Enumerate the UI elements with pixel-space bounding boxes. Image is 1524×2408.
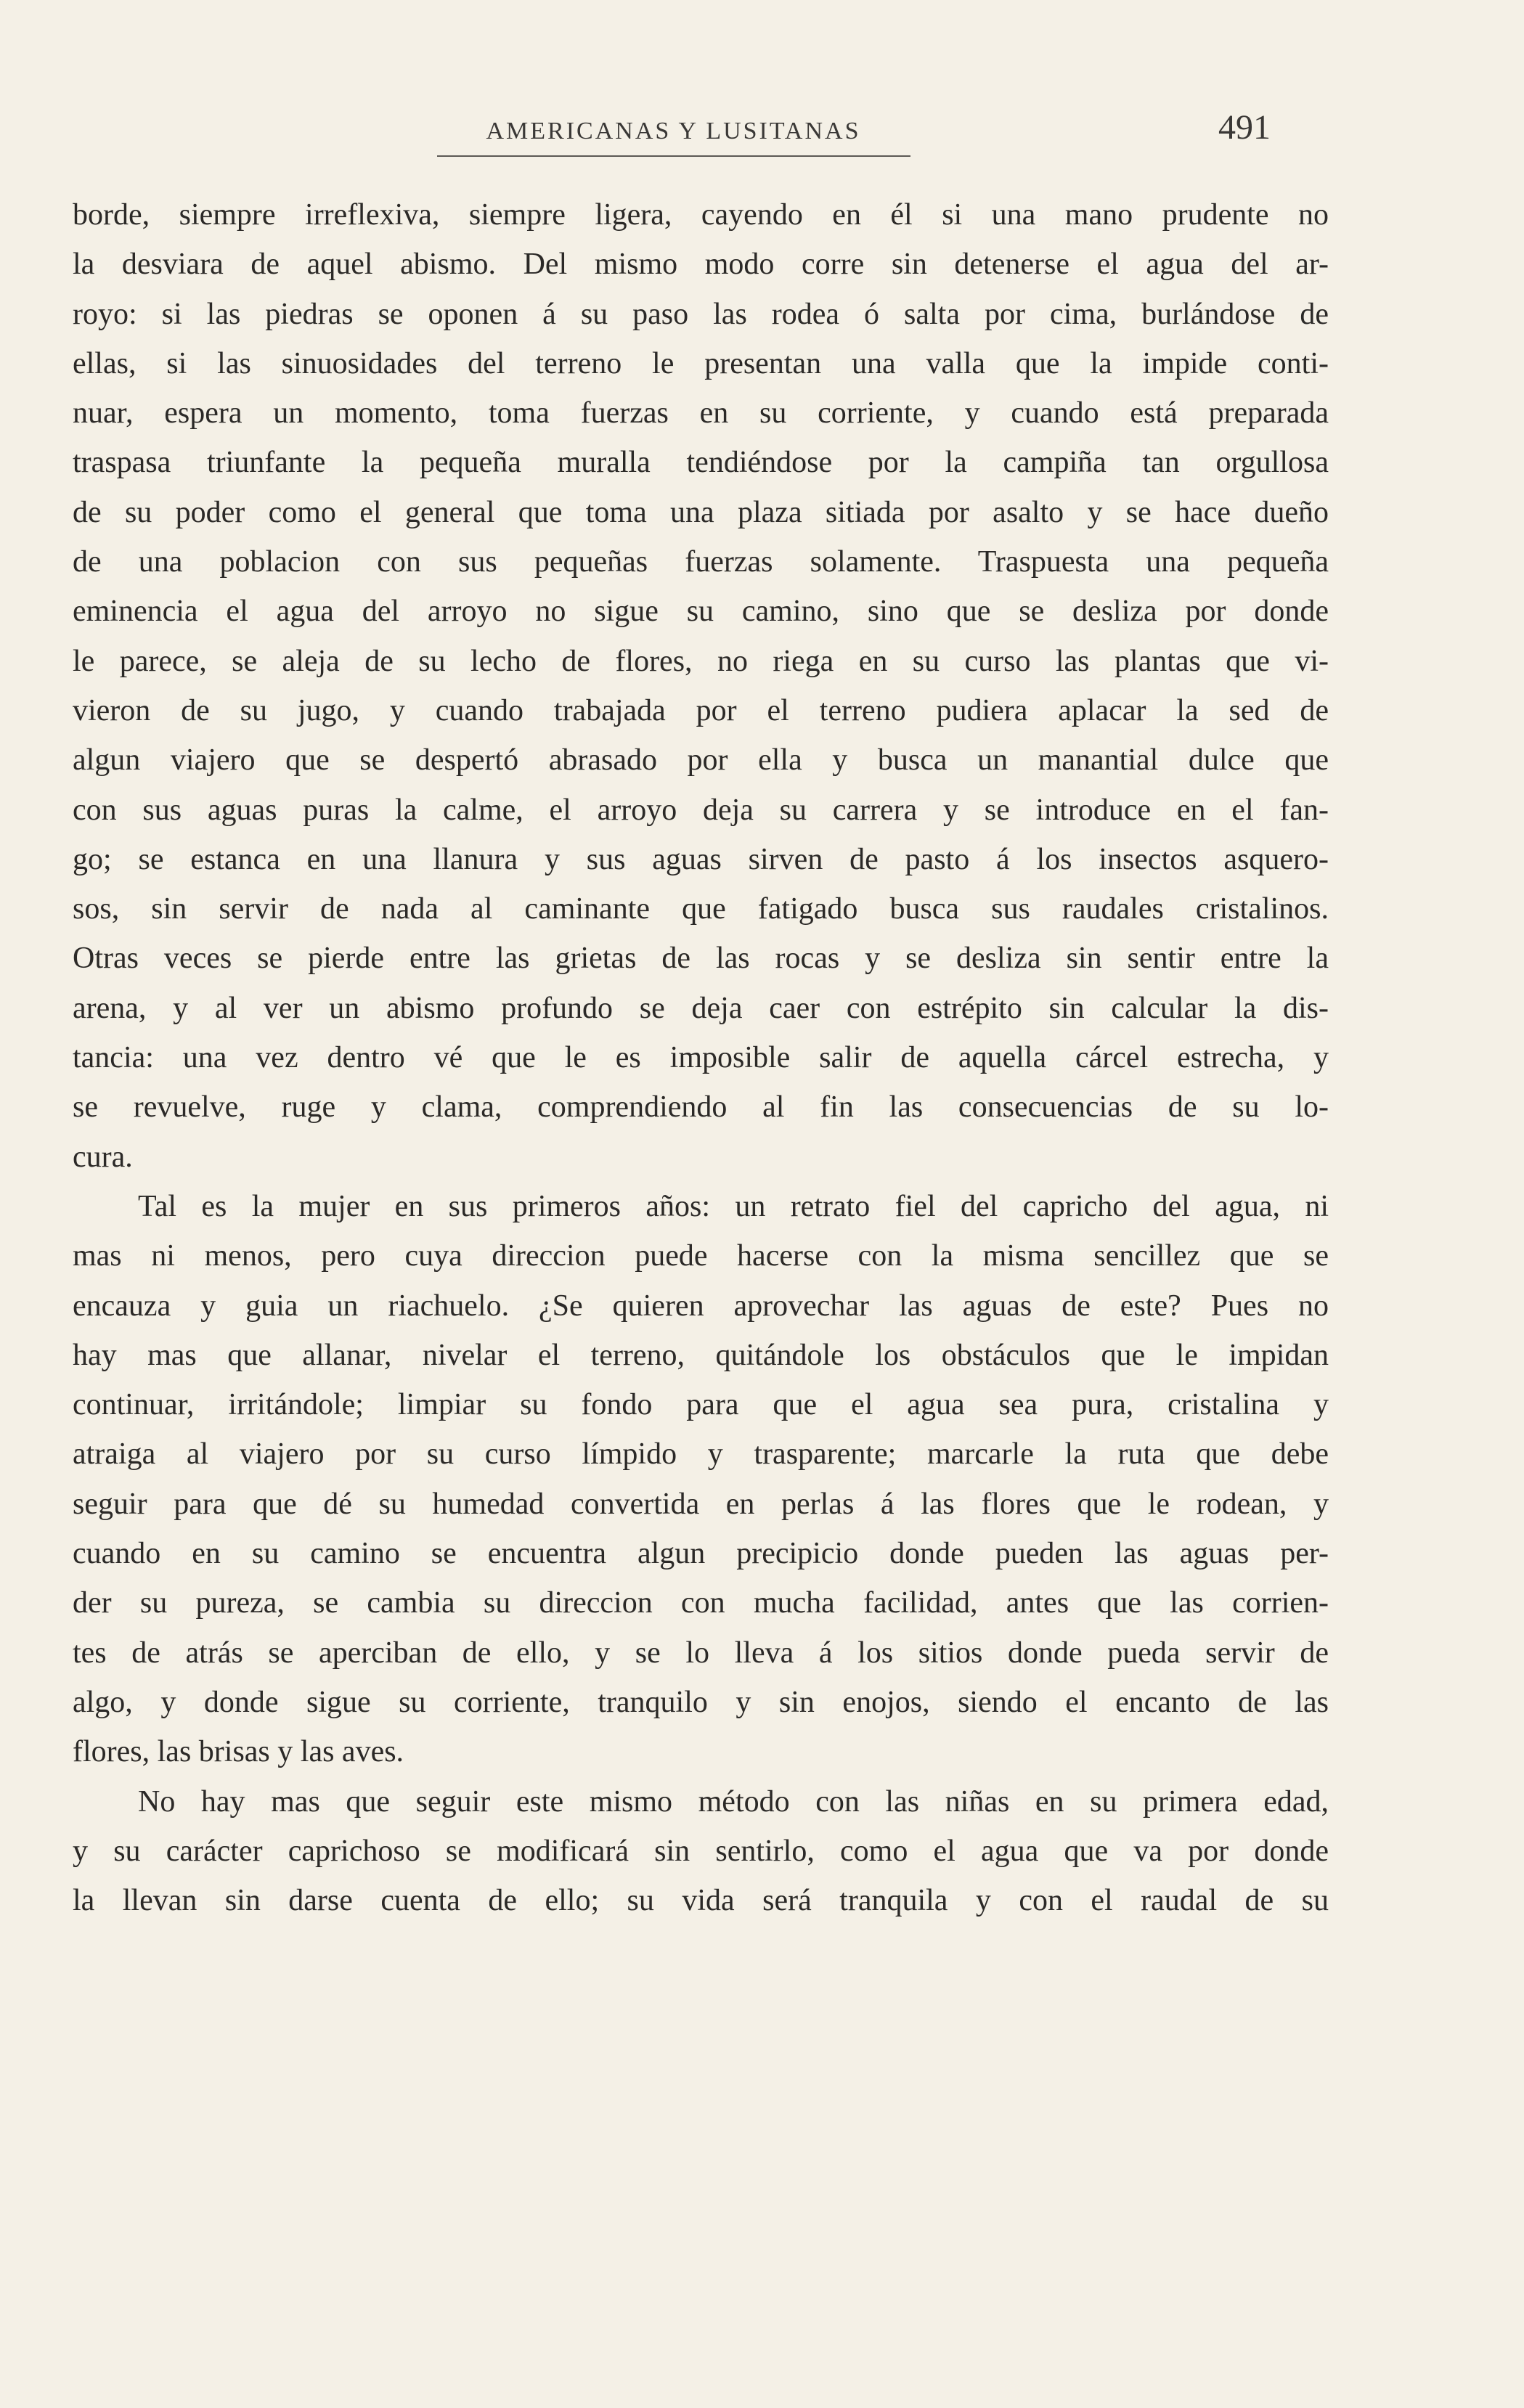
page-number: 491 [1218, 108, 1271, 147]
body-text [73, 190, 1329, 1925]
text-line: la desviara de aquel abismo. Del mismo modo corre sin detenerse el agua del ar- [73, 248, 1329, 282]
text-line: nuar, espera un momento, toma fuerzas en su corriente, y cuando está preparada [73, 396, 1329, 430]
text-line: algo, y donde sigue su corriente, tranquilo y sin enojos, siendo el encanto de las [73, 1685, 1329, 1719]
text-line: tancia: una vez dentro vé que le es imposible salir de aquella cárcel estrecha, y [73, 1041, 1329, 1075]
text-line: No hay mas que seguir este mismo método con las niñas en su primera edad, [138, 1784, 1329, 1819]
text-line: la llevan sin darse cuenta de ello; su vida será tranquila y con el raudal de su [73, 1884, 1329, 1918]
header-rule [437, 155, 910, 157]
text-line: con sus aguas puras la calme, el arroyo deja su carrera y se introduce en el fan- [73, 793, 1329, 827]
text-line: arena, y al ver un abismo profundo se deja caer con estrépito sin calcular la dis- [73, 991, 1329, 1025]
text-line: Tal es la mujer en sus primeros años: un retrato fiel del capricho del agua, ni [138, 1189, 1329, 1223]
text-line: le parece, se aleja de su lecho de flores, no riega en su curso las plantas que vi- [73, 644, 1329, 678]
text-line: mas ni menos, pero cuya direccion puede hacerse con la misma sencillez que se [73, 1239, 1329, 1273]
text-line: flores, las brisas y las aves. [73, 1735, 404, 1769]
text-line: continuar, irritándole; limpiar su fondo para que el agua sea pura, cristalina y [73, 1388, 1329, 1422]
text-line: tes de atrás se aperciban de ello, y se lo lleva á los sitios donde pueda servir de [73, 1636, 1329, 1670]
text-line: de una poblacion con sus pequeñas fuerzas solamente. Traspuesta una pequeña [73, 545, 1329, 579]
text-line: seguir para que dé su humedad convertida en perlas á las flores que le rodean, y [73, 1487, 1329, 1521]
text-line: ellas, si las sinuosidades del terreno le presentan una valla que la impide conti- [73, 346, 1329, 380]
text-line: borde, siempre irreflexiva, siempre ligera, cayendo en él si una mano prudente no [73, 198, 1329, 232]
text-line: y su carácter caprichoso se modificará sin sentirlo, como el agua que va por donde [73, 1834, 1329, 1868]
text-line: encauza y guia un riachuelo. ¿Se quieren aprovechar las aguas de este? Pues no [73, 1289, 1329, 1323]
text-line: traspasa triunfante la pequeña muralla tendiéndose por la campiña tan orgullosa [73, 446, 1329, 480]
text-line: go; se estanca en una llanura y sus aguas sirven de pasto á los insectos asquero- [73, 842, 1329, 876]
text-line: de su poder como el general que toma una plaza sitiada por asalto y se hace dueño [73, 495, 1329, 529]
text-line: algun viajero que se despertó abrasado por ella y busca un manantial dulce que [73, 743, 1329, 778]
page-header [436, 107, 1271, 166]
text-line: Otras veces se pierde entre las grietas de las rocas y se desliza sin sentir entre la [73, 942, 1329, 976]
text-line: vieron de su jugo, y cuando trabajada por el terreno pudiera aplacar la sed de [73, 693, 1329, 727]
text-line: royo: si las piedras se oponen á su paso las rodea ó salta por cima, burlándose de [73, 297, 1329, 331]
text-line: se revuelve, ruge y clama, comprendiendo al fin las consecuencias de su lo- [73, 1090, 1329, 1125]
text-line: sos, sin servir de nada al caminante que fatigado busca sus raudales cristalinos. [73, 892, 1329, 926]
text-line: hay mas que allanar, nivelar el terreno, quitándole los obstáculos que le impidan [73, 1338, 1329, 1372]
text-line: der su pureza, se cambia su direccion con mucha facilidad, antes que las corrien- [73, 1586, 1329, 1620]
text-line: cura. [73, 1140, 133, 1174]
text-line: eminencia el agua del arroyo no sigue su camino, sino que se desliza por donde [73, 595, 1329, 629]
text-line: cuando en su camino se encuentra algun precipicio donde pueden las aguas per- [73, 1537, 1329, 1571]
running-head: AMERICANAS Y LUSITANAS [486, 118, 861, 144]
text-line: atraiga al viajero por su curso límpido y trasparente; marcarle la ruta que debe [73, 1437, 1329, 1472]
